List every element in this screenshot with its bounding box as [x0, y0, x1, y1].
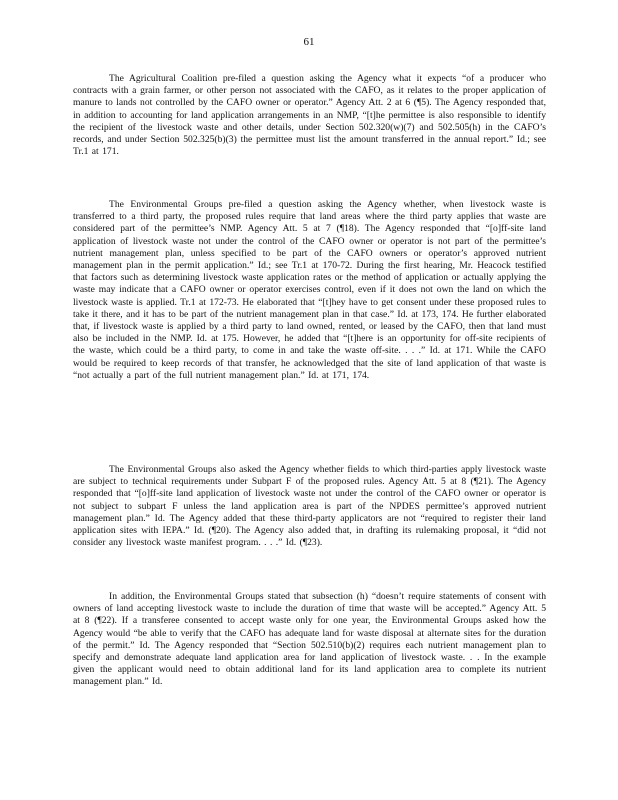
paragraph-consent-duration: In addition, the Environmental Groups stated that subsection (h) “doesn’t require statements of consent with owners of land accepting livestock waste to include the duration of time that waste will be accepted.” Agency Att. 5 at 8 (¶22). If a transferee consented to accept waste only for one year, the Environmental Groups asked how the Agency would “be able to verify that the CAFO has adequate land for waste disposal at alternate sites for the duration of the permit.” Id. The Agency responded that “Section 502.510(b)(2) requires each nutrient management plan to specify and demonstrate adequate land application area for land application of livestock waste. . . In the example given the applicant would need to obtain additional land for its land application area to complete its nutrient management plan.” Id.	[73, 591, 546, 688]
page-number: 61	[303, 36, 315, 48]
paragraph-agricultural-coalition: The Agricultural Coalition pre-filed a question asking the Agency what it expects “of a producer who contracts with a grain farmer, or other person not associated with the CAFO, as it relates to the proper application of manure to lands not controlled by the CAFO owner or operator.” Agency Att. 2 at 6 (¶5). The Agency responded that, in addition to accounting for land application arrangements in an NMP, “[t]he permittee is also responsible to identify the recipient of the livestock waste and other details, under Section 502.320(w)(7) and 502.505(h) in the CAFO’s records, and under Section 502.325(b)(3) the permittee must list the amount transferred in the annual report.” Id.; see Tr.1 at 171.	[73, 73, 546, 158]
paragraph-environmental-groups-transfer: The Environmental Groups pre-filed a question asking the Agency whether, when livestock waste is transferred to a third party, the proposed rules require that land areas where the third party applies that waste are considered part of the permittee’s NMP. Agency Att. 5 at 7 (¶18). The Agency responded that “[o]ff-site land application of livestock waste not under the control of the CAFO owner or operator is not part of the permittee’s nutrient management plan, unless specified to be part of the CAFO owners or operator’s approved nutrient management plan in the permit application.” Id.; see Tr.1 at 170-72. During the first hearing, Mr. Heacock testified that factors such as determining livestock waste application rates or the method of application or actually applying the waste may indicate that a CAFO owner or operator exercises control, even if it does not own the land on which the livestock waste is applied. Tr.1 at 172-73. He elaborated that “[t]hey have to get consent under these proposed rules to take it there, and it has to be part of the nutrient management plan in that case.” Id. at 173, 174. He further elaborated that, if livestock waste is applied by a third party to land owned, rented, or leased by the CAFO, then that land must also be included in the NMP. Id. at 175. However, he added that “[t]here is an opportunity for off-site recipients of the waste, which could be a third party, to come in and take the waste off-site. . . .” Id. at 171. While the CAFO would be required to keep records of that transfer, he acknowledged that the site of land application of that waste is “not actually a part of the full nutrient management plan.” Id. at 171, 174.	[73, 199, 546, 381]
paragraph-subpart-f: The Environmental Groups also asked the Agency whether fields to which third-parties apply livestock waste are subject to technical requirements under Subpart F of the proposed rules. Agency Att. 5 at 8 (¶21). The Agency responded that “[o]ff-site land application of livestock waste not under the control of the CAFO owner or operator is not subject to subpart F unless the land application area is part of the NPDES permittee’s approved nutrient management plan.” Id. The Agency added that these third-party applicators are not “required to register their land application sites with IEPA.” Id. (¶20). The Agency also added that, in drafting its rulemaking proposal, it “did not consider any livestock waste manifest program. . . .” Id. (¶23).	[73, 464, 546, 549]
